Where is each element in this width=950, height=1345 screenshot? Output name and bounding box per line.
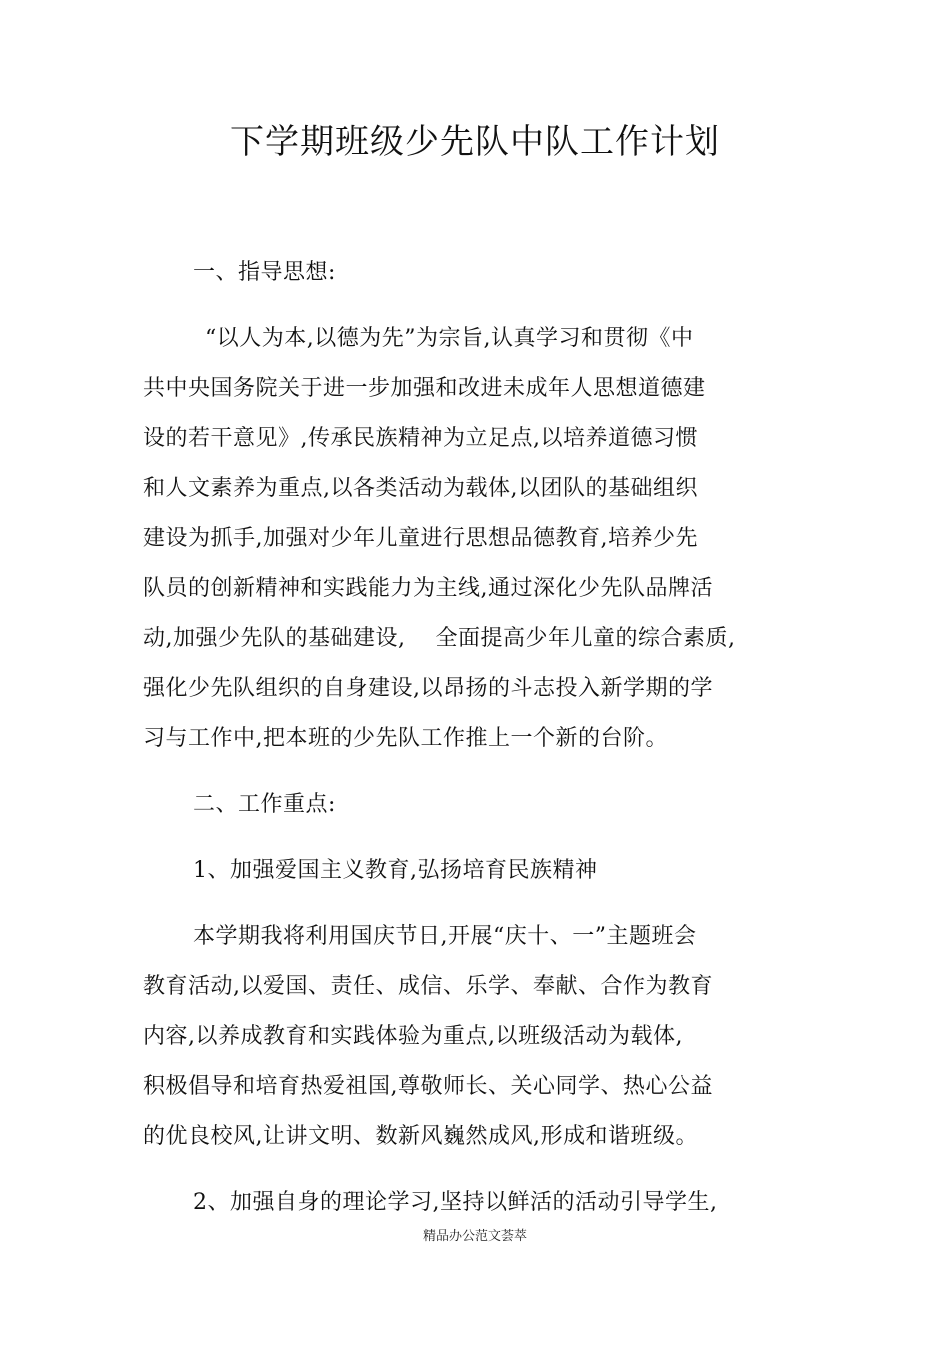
paragraph-line: “以人为本,以德为先”为宗旨,认真学习和贯彻《中 (205, 326, 694, 351)
paragraph-line: 设的若干意见》,传承民族精神为立足点,以培养道德习惯 (143, 426, 698, 451)
paragraph-line: 积极倡导和培育热爱祖国,尊敬师长、关心同学、热心公益 (143, 1074, 713, 1099)
section-heading-guiding-thought: 一、指导思想: (193, 260, 336, 285)
section-heading-work-focus: 二、工作重点: (193, 792, 336, 817)
paragraph-line: 内容,以养成教育和实践体验为重点,以班级活动为载体, (143, 1024, 683, 1049)
paragraph-line: 的优良校风,让讲文明、数新风巍然成风,形成和谐班级。 (143, 1124, 698, 1149)
paragraph-line: 和人文素养为重点,以各类活动为载体,以团队的基础组织 (143, 476, 698, 501)
paragraph-line-part: 全面提高少年儿童的综合素质, (435, 626, 736, 651)
item-heading-1: 1、加强爱国主义教育,弘扬培育民族精神 (193, 858, 598, 883)
document-title: 下学期班级少先队中队工作计划 (230, 122, 720, 162)
paragraph-line: 强化少先队组织的自身建设,以昂扬的斗志投入新学期的学 (143, 676, 713, 701)
paragraph-line: 教育活动,以爱国、责任、成信、乐学、奉献、合作为教育 (143, 974, 713, 999)
paragraph-line: 习与工作中,把本班的少先队工作推上一个新的台阶。 (143, 726, 668, 751)
paragraph-line-part: 动,加强少先队的基础建设, (143, 626, 406, 651)
paragraph-line: 建设为抓手,加强对少年儿童进行思想品德教育,培养少先 (143, 526, 698, 551)
item-heading-2: 2、加强自身的理论学习,坚持以鲜活的活动引导学生, (193, 1190, 718, 1215)
paragraph-line: 共中央国务院关于进一步加强和改进未成年人思想道德建 (143, 376, 706, 401)
page-footer: 精品办公范文荟萃 (422, 1229, 527, 1244)
paragraph-line: 本学期我将利用国庆节日,开展“庆十、一”主题班会 (193, 924, 697, 949)
paragraph-line: 队员的创新精神和实践能力为主线,通过深化少先队品牌活 (143, 576, 713, 601)
paragraph-line (143, 624, 736, 654)
